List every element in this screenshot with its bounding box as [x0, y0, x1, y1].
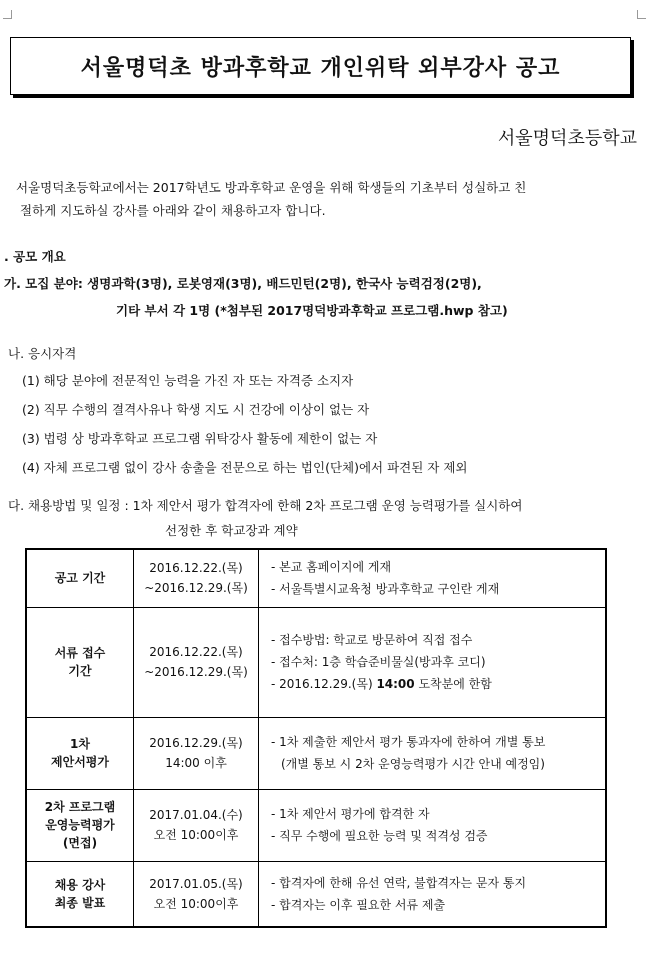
- details-cell: [259, 607, 607, 717]
- page-corner-mark-left: [3, 10, 12, 19]
- stage-label: (면접): [62, 836, 98, 850]
- detail-line: - 직무 수행에 필요한 능력 및 적격성 검증: [271, 829, 488, 843]
- schedule-table: [25, 548, 607, 928]
- qualification-item-4: (4) 자체 프로그램 없이 강사 송출을 전문으로 하는 법인(단체)에서 파견된 자 제외: [22, 460, 468, 475]
- stage-cell: [26, 789, 134, 861]
- date-cell: [134, 717, 259, 789]
- details-cell: [259, 549, 607, 607]
- qualification-item-1: (1) 해당 분야에 전문적인 능력을 가진 자 또는 자격증 소지자: [22, 373, 354, 388]
- deadline-line: [271, 673, 605, 695]
- table-row: [26, 789, 606, 861]
- details-cell: [259, 789, 607, 861]
- method-line-2: 선정한 후 학교장과 계약: [165, 523, 298, 538]
- stage-label: 채용 강사: [54, 877, 106, 892]
- stage-label: 운영능력평가: [45, 818, 115, 832]
- date-end: 오전 10:00이후: [153, 896, 239, 911]
- table-row: [26, 607, 606, 717]
- date-start: 2017.01.05.(목): [149, 876, 243, 891]
- table-row: [26, 549, 606, 607]
- qualification-heading: 나. 응시자격: [8, 346, 77, 361]
- stage-label: 서류 접수: [54, 646, 106, 660]
- stage-cell: [26, 607, 134, 717]
- qualification-item-3: (3) 법령 상 방과후학교 프로그램 위탁강사 활동에 제한이 없는 자: [22, 431, 378, 446]
- deadline-time: 14:00: [376, 677, 415, 691]
- method-line-1: 다. 채용방법 및 일정 : 1차 제안서 평가 합격자에 한해 2차 프로그램 운영 능력평가를 실시하여: [8, 498, 523, 513]
- table-row: [26, 861, 606, 927]
- date-end: 14:00 이후: [165, 756, 227, 770]
- detail-line: - 서울특별시교육청 방과후학교 구인란 게재: [271, 582, 500, 597]
- detail-line: - 접수방법: 학교로 방문하여 직접 접수: [271, 633, 473, 647]
- date-cell: [134, 607, 259, 717]
- date-end: ~2016.12.29.(목): [144, 581, 248, 596]
- stage-cell: [26, 549, 134, 607]
- page-corner-mark-right: [637, 10, 646, 19]
- detail-line: - 합격자에 한해 유선 연락, 불합격자는 문자 통지: [271, 875, 527, 890]
- date-cell: [134, 549, 259, 607]
- detail-line: (개별 통보 시 2차 운영능력평가 시간 안내 예정임): [281, 757, 545, 771]
- detail-line: - 합격자는 이후 필요한 서류 제출: [271, 897, 446, 912]
- recruit-field-line-2: 기타 부서 각 1명 (*첨부된 2017명덕방과후학교 프로그램.hwp 참고): [116, 303, 508, 318]
- section-heading-overview: . 공모 개요: [4, 249, 66, 264]
- stage-label: 1차: [70, 737, 90, 751]
- detail-line: - 접수처: 1층 학습준비물실(방과후 코디): [271, 655, 486, 669]
- detail-line: - 본교 홈페이지에 게재: [271, 560, 392, 575]
- date-start: 2016.12.22.(목): [149, 561, 243, 576]
- stage-label: 최종 발표: [54, 895, 106, 910]
- date-end: 오전 10:00이후: [153, 828, 239, 842]
- stage-cell: [26, 861, 134, 927]
- detail-line: - 1차 제출한 제안서 평가 통과자에 한하여 개별 통보: [271, 735, 546, 749]
- date-start: 2016.12.22.(목): [149, 645, 243, 659]
- document-title: 서울명덕초 방과후학교 개인위탁 외부강사 공고: [80, 55, 561, 81]
- deadline-date: - 2016.12.29.(목): [271, 677, 377, 691]
- date-start: 2016.12.29.(목): [149, 736, 243, 750]
- stage-label: 2차 프로그램: [44, 800, 116, 814]
- school-name: 서울명덕초등학교: [497, 128, 637, 149]
- stage-label: 공고 기간: [54, 571, 106, 586]
- intro-line-1: 서울명덕초등학교에서는 2017학년도 방과후학교 운영을 위해 학생들의 기초부터 성실하고 친: [16, 180, 527, 195]
- qualification-item-2: (2) 직무 수행의 결격사유나 학생 지도 시 건강에 이상이 없는 자: [22, 402, 370, 417]
- details-cell: [259, 861, 607, 927]
- stage-label: 기간: [68, 664, 92, 678]
- date-end: ~2016.12.29.(목): [144, 665, 248, 679]
- date-start: 2017.01.04.(수): [149, 808, 243, 822]
- intro-line-2: 절하게 지도하실 강사를 아래와 같이 채용하고자 합니다.: [20, 203, 326, 218]
- date-cell: [134, 861, 259, 927]
- title-box: [10, 37, 631, 95]
- stage-cell: [26, 717, 134, 789]
- deadline-note: 도착분에 한함: [414, 677, 492, 691]
- recruit-field-line-1: 가. 모집 분야: 생명과학(3명), 로봇영재(3명), 배드민턴(2명), 한국사 능력검정(2명),: [4, 276, 482, 291]
- details-cell: [259, 717, 607, 789]
- date-cell: [134, 789, 259, 861]
- detail-line: - 1차 제안서 평가에 합격한 자: [271, 807, 430, 821]
- table-row: [26, 717, 606, 789]
- stage-label: 제안서평가: [51, 755, 109, 769]
